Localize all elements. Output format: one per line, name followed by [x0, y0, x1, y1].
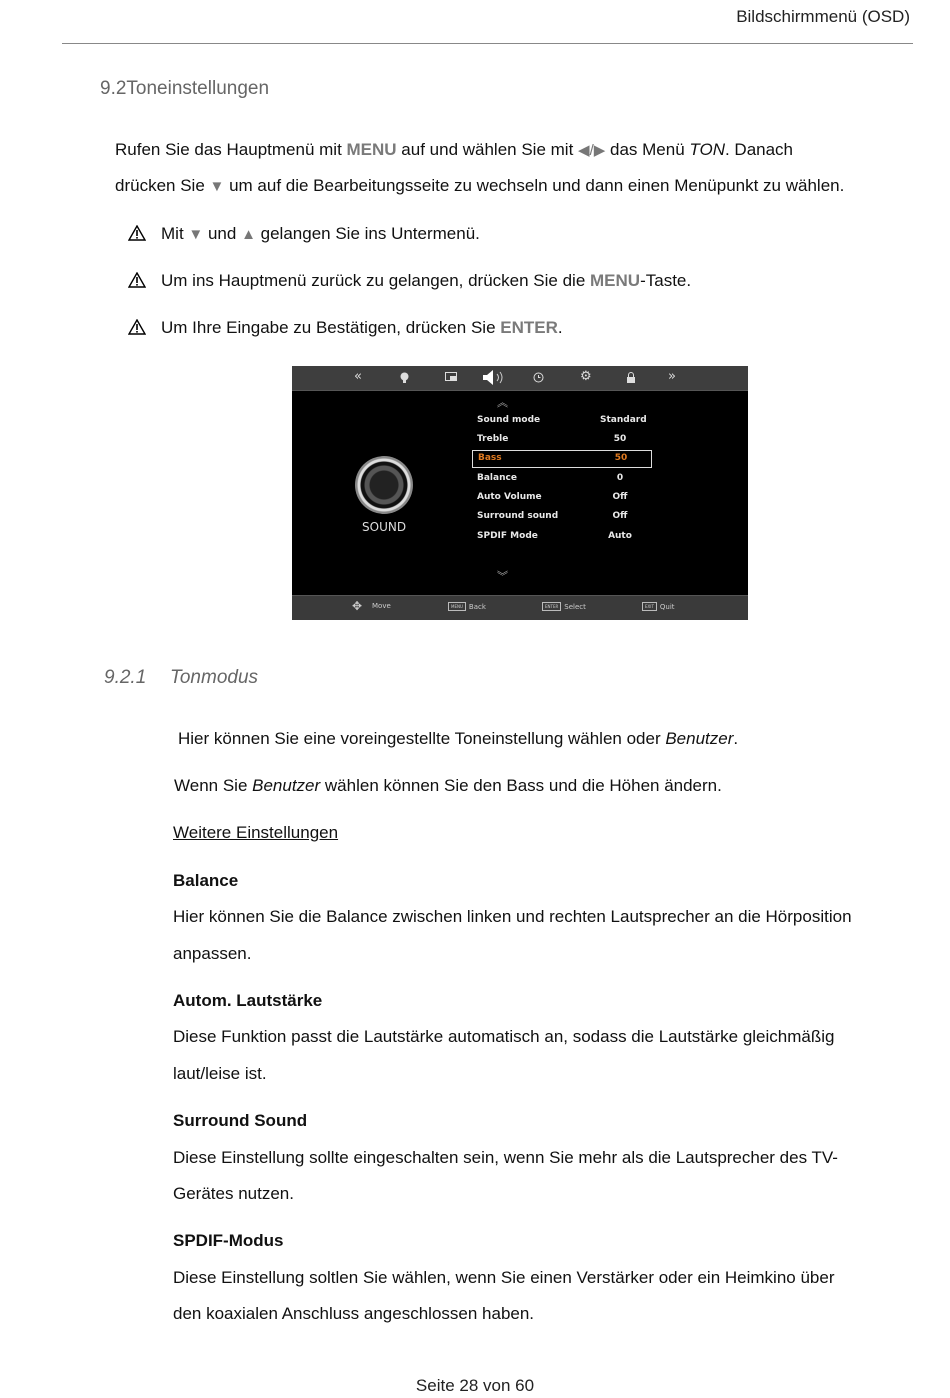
- quit-hint: [642, 602, 675, 611]
- menu-keyword: MENU: [346, 140, 397, 159]
- auto-volume-text-2: laut/leise ist.: [173, 1064, 267, 1083]
- item-value: 0: [616, 473, 624, 483]
- text: drücken Sie: [115, 176, 210, 195]
- intro-line-1: [115, 139, 793, 162]
- warning-icon: [128, 225, 146, 241]
- bullet-2: [128, 270, 691, 292]
- balance-text-2: anpassen.: [173, 944, 252, 963]
- item-value: Off: [612, 492, 628, 502]
- item-value: 50: [613, 434, 627, 444]
- screen-icon: [445, 372, 457, 383]
- item-label: Balance: [477, 473, 517, 483]
- osd-item-treble[interactable]: [477, 432, 647, 448]
- item-value: Off: [612, 511, 628, 521]
- paragraph-1: [178, 728, 738, 750]
- scroll-up-icon: ︽: [497, 396, 508, 409]
- item-value: Auto: [608, 531, 632, 541]
- up-arrow-icon: ▲: [241, 226, 256, 243]
- auto-volume-text-1: Diese Funktion passt die Lautstärke automatisch an, sodass die Lautstärke gleichmäßig: [173, 1027, 835, 1046]
- osd-help-bar: [292, 595, 748, 620]
- item-label: Surround sound: [477, 511, 559, 521]
- text: wählen können Sie den Bass und die Höhen ändern.: [320, 776, 722, 795]
- warning-icon: [128, 319, 146, 335]
- text: und: [203, 224, 242, 243]
- text: Rufen Sie das Hauptmenü mit: [115, 140, 347, 159]
- move-label: Move: [372, 602, 391, 610]
- osd-item-surround-sound[interactable]: [477, 509, 647, 525]
- sound-icon: [483, 370, 507, 385]
- subsection-heading: [104, 667, 258, 689]
- lock-icon: [626, 372, 636, 384]
- bullet-3: [128, 317, 563, 339]
- osd-item-spdif-mode[interactable]: [477, 529, 647, 545]
- warning-icon: [128, 272, 146, 288]
- text: um auf die Bearbeitungsseite zu wechseln und dann einen Menüpunkt zu wählen.: [224, 176, 845, 195]
- osd-item-sound-mode[interactable]: [477, 413, 647, 429]
- item-label: Auto Volume: [477, 492, 542, 502]
- item-label: Bass: [478, 453, 502, 463]
- text: auf und wählen Sie mit: [396, 140, 579, 159]
- surround-text-2: Gerätes nutzen.: [173, 1184, 294, 1203]
- sound-label: SOUND: [362, 520, 407, 534]
- text: Um Ihre Eingabe zu Bestätigen, drücken Sie: [161, 318, 501, 337]
- clock-icon: [533, 372, 544, 383]
- text: das Menü: [605, 140, 690, 159]
- text: . Danach: [724, 140, 794, 159]
- item-label: Sound mode: [477, 415, 541, 425]
- balance-text-1: Hier können Sie die Balance zwischen linken und rechten Lautsprecher an die Hörposition: [173, 907, 852, 926]
- surround-text-1: Diese Einstellung sollte eingeschalten sein, wenn Sie mehr als die Lautsprecher des TV-: [173, 1148, 838, 1167]
- text: -Taste.: [640, 271, 692, 290]
- osd-menu-bar: [292, 366, 748, 391]
- text: .: [557, 318, 563, 337]
- menu-key-icon: MENU: [448, 602, 466, 611]
- bullet-1: [128, 223, 480, 246]
- text: gelangen Sie ins Untermenü.: [255, 224, 480, 243]
- text: Um ins Hauptmenü zurück zu gelangen, drücken Sie die: [161, 271, 591, 290]
- double-left-icon: «: [354, 369, 362, 384]
- ton-keyword: TON: [689, 140, 725, 159]
- down-arrow-icon: ▼: [188, 226, 204, 243]
- more-settings-heading: Weitere Einstellungen: [173, 823, 339, 842]
- osd-item-bass[interactable]: [472, 450, 652, 468]
- subsection-number: 9.2.1: [104, 667, 147, 688]
- text: .: [733, 729, 739, 748]
- subsection-title: Tonmodus: [170, 667, 259, 688]
- header-rule: [62, 43, 913, 44]
- select-label: Select: [564, 603, 586, 611]
- item-label: SPDIF Mode: [477, 531, 538, 541]
- item-label: Treble: [477, 434, 509, 444]
- intro-line-2: [115, 175, 844, 198]
- spdif-heading: SPDIF-Modus: [173, 1231, 284, 1250]
- running-header: Bildschirmmenü (OSD): [736, 7, 910, 26]
- benutzer-keyword: Benutzer: [665, 729, 734, 748]
- paragraph-2: [174, 775, 722, 797]
- text: Hier können Sie eine voreingestellte Toneinstellung wählen oder: [178, 729, 666, 748]
- item-value: Standard: [600, 415, 647, 425]
- exit-key-icon: EXIT: [642, 602, 657, 611]
- section-heading: 9.2Toneinstellungen: [100, 78, 270, 99]
- left-right-arrows-icon: ◀/▶: [578, 142, 606, 159]
- balance-heading: Balance: [173, 871, 239, 890]
- speaker-icon: [355, 456, 413, 514]
- menu-keyword: MENU: [590, 271, 641, 290]
- gear-icon: ⚙: [580, 369, 592, 384]
- spdif-text-2: den koaxialen Anschluss angeschlossen haben.: [173, 1304, 535, 1323]
- double-right-icon: »: [668, 369, 676, 384]
- text: Wenn Sie: [174, 776, 253, 795]
- scroll-down-icon: ︾: [497, 570, 508, 583]
- auto-volume-heading: Autom. Lautstärke: [173, 991, 323, 1010]
- picture-icon: [399, 372, 410, 384]
- page-number: Seite 28 von 60: [415, 1376, 535, 1395]
- back-label: Back: [468, 603, 486, 611]
- item-value: 50: [614, 453, 628, 463]
- osd-item-auto-volume[interactable]: [477, 490, 647, 506]
- osd-item-balance[interactable]: [477, 471, 647, 487]
- enter-keyword: ENTER: [500, 318, 558, 337]
- move-arrows-icon: ✥: [352, 599, 363, 613]
- quit-label: Quit: [659, 603, 675, 611]
- spdif-text-1: Diese Einstellung soltlen Sie wählen, wenn Sie einen Verstärker oder ein Heimkino über: [173, 1268, 835, 1287]
- osd-screenshot: [292, 366, 748, 620]
- text: Mit: [161, 224, 189, 243]
- back-hint: [448, 602, 486, 611]
- benutzer-keyword: Benutzer: [252, 776, 321, 795]
- select-hint: [542, 602, 586, 611]
- down-arrow-icon: ▼: [209, 178, 225, 195]
- enter-key-icon: ENTER: [542, 602, 561, 611]
- surround-heading: Surround Sound: [173, 1111, 308, 1130]
